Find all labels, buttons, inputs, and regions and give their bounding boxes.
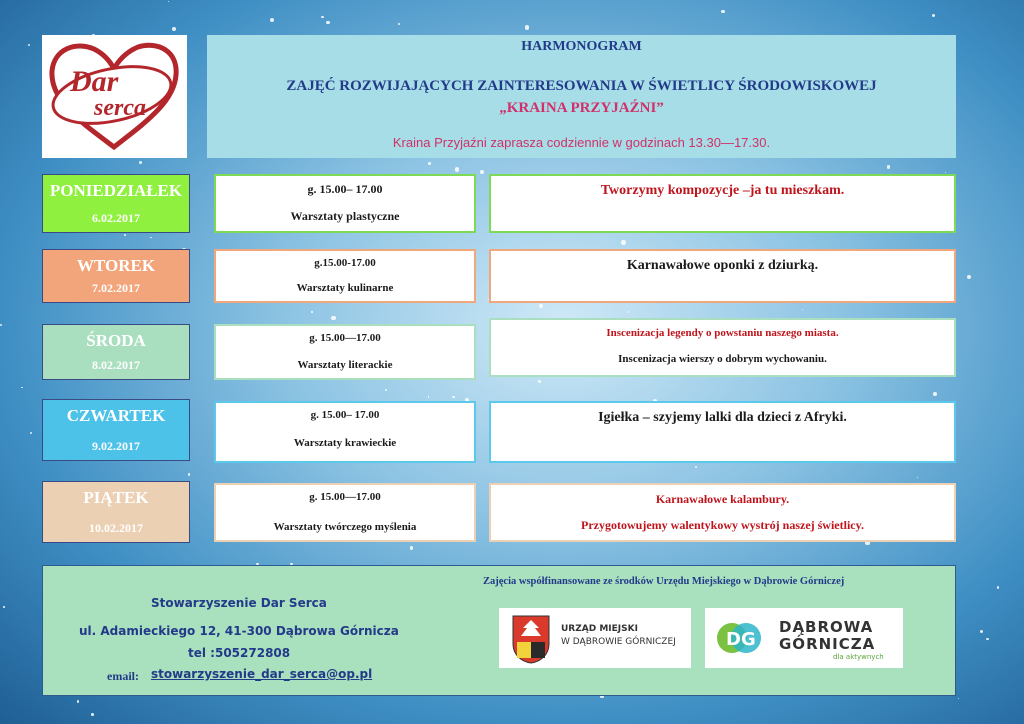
page-subtitle: ZAJĘĆ ROZWIJAJĄCYCH ZAINTERESOWANIA W ŚWIETLICY ŚRODOWISKOWEJ — [286, 78, 877, 94]
time-slot-wednesday — [214, 324, 476, 380]
day-label-tuesday — [42, 249, 190, 303]
slot-time: g. 15.00—17.00 — [309, 332, 381, 344]
email-label: email: — [107, 669, 139, 683]
time-slot-monday — [214, 174, 476, 233]
activity-line: Przygotowujemy walentykowy wystrój naszej świetlicy. — [581, 518, 864, 532]
slot-workshop: Warsztaty kulinarne — [296, 282, 394, 294]
slot-workshop: Warsztaty plastyczne — [290, 209, 400, 223]
slot-time: g.15.00-17.00 — [314, 257, 376, 269]
org-phone: tel :505272808 — [188, 646, 291, 660]
activity-line: Inscenizacja legendy o powstaniu naszego miasta. — [606, 327, 839, 339]
day-name: CZWARTEK — [66, 406, 166, 425]
time-slot-friday — [214, 483, 476, 542]
activity-line: Igiełka – szyjemy lalki dla dzieci z Afryki. — [598, 410, 847, 425]
activity-monday — [489, 174, 956, 233]
logo-word-serca: serca — [94, 95, 146, 121]
center-name: „KRAINA PRZYJAŹNI” — [499, 100, 664, 116]
coat-of-arms-icon — [511, 614, 551, 664]
day-label-friday — [42, 481, 190, 543]
email-link[interactable]: stowarzyszenie_dar_serca@op.pl — [151, 667, 373, 681]
day-date: 7.02.2017 — [92, 281, 140, 295]
logo-word-dar: Dar — [70, 65, 119, 98]
org-address: ul. Adamieckiego 12, 41-300 Dąbrowa Górnicza — [79, 624, 399, 638]
cofinancing-note: Zajęcia współfinansowane ze środków Urzędu Miejskiego w Dąbrowie Górniczej — [483, 576, 845, 587]
sponsor2-line1: DĄBROWA — [779, 618, 874, 636]
sponsor1-line1: URZĄD MIEJSKI — [561, 624, 638, 634]
dg-mark: DG — [726, 629, 756, 650]
day-name: PONIEDZIAŁEK — [49, 181, 183, 200]
sponsor-dabrowa-gornicza — [705, 608, 903, 668]
day-date: 6.02.2017 — [92, 211, 140, 225]
activity-thursday — [489, 401, 956, 463]
schedule-header — [207, 35, 956, 158]
day-label-monday — [42, 174, 190, 233]
dg-logo-icon — [715, 614, 763, 662]
sponsor2-line2: GÓRNICZA — [779, 635, 876, 653]
activity-line: Karnawałowe kalambury. — [655, 492, 790, 506]
day-date: 9.02.2017 — [92, 439, 140, 453]
activity-tuesday — [489, 249, 956, 303]
sponsor-urzad-miejski — [499, 608, 691, 668]
day-name: ŚRODA — [86, 331, 146, 350]
day-date: 8.02.2017 — [92, 358, 140, 372]
time-slot-thursday — [214, 401, 476, 463]
activity-line: Karnawałowe oponki z dziurką. — [626, 258, 819, 273]
activity-friday — [489, 483, 956, 542]
day-date: 10.02.2017 — [89, 521, 143, 535]
day-label-wednesday — [42, 324, 190, 380]
activity-line: Tworzymy kompozycje –ja tu mieszkam. — [600, 183, 845, 198]
opening-hours-note: Kraina Przyjaźni zaprasza codziennie w godzinach 13.30—17.30. — [392, 135, 771, 150]
time-slot-tuesday — [214, 249, 476, 303]
contact-footer — [42, 565, 956, 696]
activity-line: Inscenizacja wierszy o dobrym wychowaniu. — [618, 353, 827, 365]
page-title: HARMONOGRAM — [521, 39, 642, 54]
sponsor1-line2: W DĄBROWIE GÓRNICZEJ — [561, 637, 676, 647]
dar-serca-logo — [42, 35, 187, 158]
day-name: PIĄTEK — [83, 488, 149, 507]
heart-icon — [42, 35, 187, 158]
slot-workshop: Warsztaty twórczego myślenia — [273, 521, 417, 533]
slot-workshop: Warsztaty krawieckie — [293, 437, 397, 449]
sponsor2-tagline: dla aktywnych — [833, 653, 884, 661]
slot-time: g. 15.00– 17.00 — [307, 182, 383, 196]
slot-time: g. 15.00—17.00 — [309, 491, 381, 503]
slot-workshop: Warsztaty literackie — [297, 359, 393, 371]
activity-wednesday — [489, 318, 956, 377]
slot-time: g. 15.00– 17.00 — [310, 409, 380, 421]
day-name: WTOREK — [76, 256, 156, 275]
org-name: Stowarzyszenie Dar Serca — [151, 596, 327, 610]
day-label-thursday — [42, 399, 190, 461]
